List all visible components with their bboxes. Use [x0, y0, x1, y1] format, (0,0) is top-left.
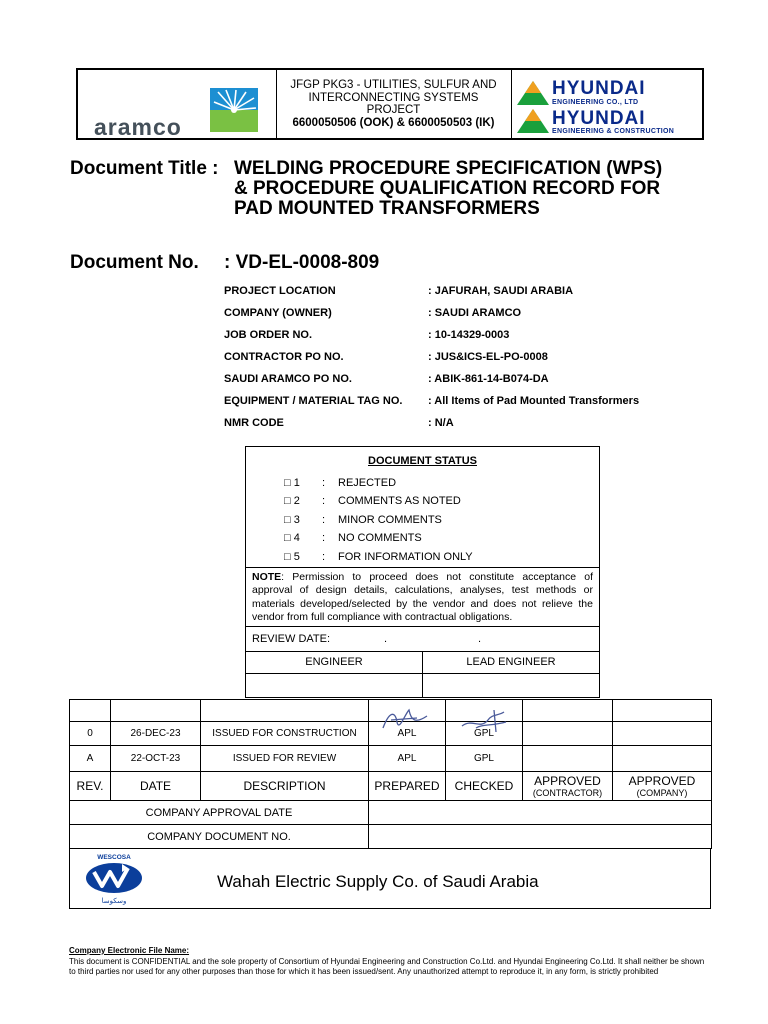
table-row	[70, 722, 712, 746]
lead-engineer-label: LEAD ENGINEER	[466, 656, 556, 668]
info-key: CONTRACTOR PO NO.	[224, 351, 344, 363]
info-key: SAUDI ARAMCO PO NO.	[224, 373, 352, 385]
info-key: PROJECT LOCATION	[224, 285, 336, 297]
project-cell	[276, 70, 512, 138]
hyundai-logo-2-sub: ENGINEERING & CONSTRUCTION	[552, 128, 675, 135]
approved-label: APPROVED	[628, 774, 696, 788]
checked-initials: GPL	[473, 728, 494, 739]
review-date-dot: .	[478, 633, 482, 645]
status-separator: :	[322, 477, 326, 489]
status-checkbox[interactable]: □ 2	[284, 495, 300, 507]
date-cell: 26-DEC-23	[111, 722, 201, 746]
project-line-3: PROJECT	[366, 104, 421, 116]
prepared-initials: APL	[397, 728, 417, 739]
status-option[interactable]	[284, 551, 473, 563]
info-key: NMR CODE	[224, 417, 284, 429]
document-number-value: : VD-EL-0008-809	[224, 252, 380, 273]
note-text: : Permission to proceed does not constitute acceptance of approval of design details, calculations, analyses, test methods or materials developed/selected by the vendor and does not relieve the vendor from full compliance with contractual obligations.	[252, 571, 593, 623]
footer	[69, 946, 707, 978]
info-key: COMPANY (OWNER)	[224, 307, 332, 319]
approved-company-header	[613, 772, 712, 801]
document-title-line: & PROCEDURE QUALIFICATION RECORD FOR	[234, 178, 661, 199]
approved-contractor-header	[523, 772, 613, 801]
document-title	[70, 158, 663, 219]
engineer-signature-field[interactable]	[246, 673, 423, 697]
document-title-line: PAD MOUNTED TRANSFORMERS	[234, 198, 540, 219]
approved-company-cell	[613, 746, 712, 772]
info-value: : JUS&ICS-EL-PO-0008	[428, 351, 548, 363]
wescosa-arabic-text: وسكوسا	[101, 897, 127, 905]
hyundai-logo-1-text: HYUNDAI	[552, 78, 646, 99]
table-row	[70, 746, 712, 772]
status-label: REJECTED	[338, 477, 397, 489]
rev-cell: 0	[70, 722, 111, 746]
wescosa-logo-icon	[82, 852, 146, 906]
approved-contractor-cell	[523, 746, 613, 772]
status-separator: :	[322, 551, 326, 563]
table-row	[70, 825, 712, 849]
checked-cell	[446, 722, 523, 746]
note-label: NOTE	[252, 571, 282, 583]
document-title-value	[234, 159, 714, 219]
status-label: MINOR COMMENTS	[338, 514, 442, 526]
info-value: : N/A	[428, 417, 454, 429]
vendor-box	[69, 848, 711, 909]
review-date-row	[246, 627, 599, 652]
info-value: : JAFURAH, SAUDI ARABIA	[428, 285, 574, 297]
company-document-no-label: COMPANY DOCUMENT NO.	[70, 825, 369, 849]
status-label: FOR INFORMATION ONLY	[338, 551, 473, 563]
lead-engineer-signature-field[interactable]	[423, 673, 599, 697]
engineer-label: ENGINEER	[246, 651, 423, 673]
hyundai-triangle-icon	[516, 80, 550, 106]
info-value: : ABIK-861-14-B074-DA	[428, 373, 549, 385]
project-line-2: INTERCONNECTING SYSTEMS	[308, 91, 479, 104]
info-value: : All Items of Pad Mounted Transformers	[428, 395, 640, 407]
description-header: DESCRIPTION	[201, 772, 369, 801]
date-header: DATE	[111, 772, 201, 801]
table-row	[70, 801, 712, 825]
aramco-logo-text: aramco	[94, 114, 182, 140]
company-approval-date-label: COMPANY APPROVAL DATE	[70, 801, 369, 825]
hyundai-logo-2-text: HYUNDAI	[552, 108, 646, 129]
aramco-logo-cell	[78, 70, 277, 138]
status-label: COMMENTS AS NOTED	[338, 495, 461, 507]
prepared-header: PREPARED	[369, 772, 446, 801]
hyundai-logo-1-sub: ENGINEERING CO., LTD	[552, 99, 639, 106]
status-label: NO COMMENTS	[338, 532, 422, 544]
signature-row	[246, 673, 599, 697]
hyundai-triangle-icon	[516, 108, 550, 134]
approved-sub-label: (CONTRACTOR)	[532, 788, 603, 798]
signature-header-row	[246, 651, 599, 674]
status-checkbox[interactable]: □ 5	[284, 551, 300, 563]
wescosa-logo-text: WESCOSA	[97, 854, 131, 861]
prepared-cell: APL	[369, 746, 446, 772]
aramco-star-icon	[210, 88, 258, 132]
status-separator: :	[322, 532, 326, 544]
document-number	[70, 252, 379, 274]
document-title-line: WELDING PROCEDURE SPECIFICATION (WPS)	[234, 158, 663, 179]
status-separator: :	[322, 514, 326, 526]
date-cell: 22-OCT-23	[111, 746, 201, 772]
info-key: EQUIPMENT / MATERIAL TAG NO.	[224, 395, 403, 407]
document-title-label: Document Title :	[70, 158, 219, 179]
revision-table	[69, 699, 712, 849]
header-box	[76, 68, 704, 140]
company-document-no-value[interactable]	[369, 825, 712, 849]
info-key: JOB ORDER NO.	[224, 329, 313, 341]
company-approval-date-value[interactable]	[369, 801, 712, 825]
status-option[interactable]	[284, 477, 396, 489]
status-option[interactable]	[284, 532, 422, 544]
project-line-1: JFGP PKG3 - UTILITIES, SULFUR AND	[290, 79, 497, 91]
hyundai-logo-cell	[512, 70, 702, 138]
status-checkbox[interactable]: □ 1	[284, 477, 300, 489]
approved-label: APPROVED	[534, 774, 601, 788]
vendor-name: Wahah Electric Supply Co. of Saudi Arabia	[217, 872, 539, 891]
info-value: : 10-14329-0003	[428, 329, 510, 341]
rev-cell: A	[70, 746, 111, 772]
po-line: 6600050506 (OOK) & 6600050503 (IK)	[292, 116, 495, 129]
file-name-label: Company Electronic File Name:	[69, 946, 190, 955]
checked-cell: GPL	[446, 746, 523, 772]
review-date-dot: .	[384, 633, 388, 645]
confidential-notice: This document is CONFIDENTIAL and the sole property of Consortium of Hyundai Engineering and Construction Co.Ltd. and Hyundai Engineering Co.Ltd. It shall neither be shown to third parties nor used for any other purposes than those for which it has been issued/sent. Any unauthorized attempt to reproduce it, in any form, is strictly prohibited	[69, 956, 705, 976]
status-note	[246, 567, 599, 627]
status-option[interactable]	[284, 495, 461, 507]
review-date-label: REVIEW DATE:	[252, 633, 331, 645]
status-separator: :	[322, 495, 326, 507]
rev-header: REV.	[70, 772, 111, 801]
status-option[interactable]	[284, 514, 442, 526]
info-value: : SAUDI ARAMCO	[428, 307, 522, 319]
checked-header: CHECKED	[446, 772, 523, 801]
document-number-label: Document No.	[70, 252, 199, 273]
status-checkbox[interactable]: □ 4	[284, 532, 300, 544]
approved-company-cell	[613, 722, 712, 746]
approved-contractor-cell	[523, 722, 613, 746]
document-status-title: DOCUMENT STATUS	[368, 455, 477, 467]
approved-sub-label: (COMPANY)	[636, 788, 688, 798]
description-cell: ISSUED FOR REVIEW	[201, 746, 369, 772]
prepared-cell	[369, 722, 446, 746]
document-status-box	[245, 446, 600, 698]
description-cell: ISSUED FOR CONSTRUCTION	[201, 722, 369, 746]
table-header-row	[70, 772, 712, 801]
status-checkbox[interactable]: □ 3	[284, 514, 300, 526]
